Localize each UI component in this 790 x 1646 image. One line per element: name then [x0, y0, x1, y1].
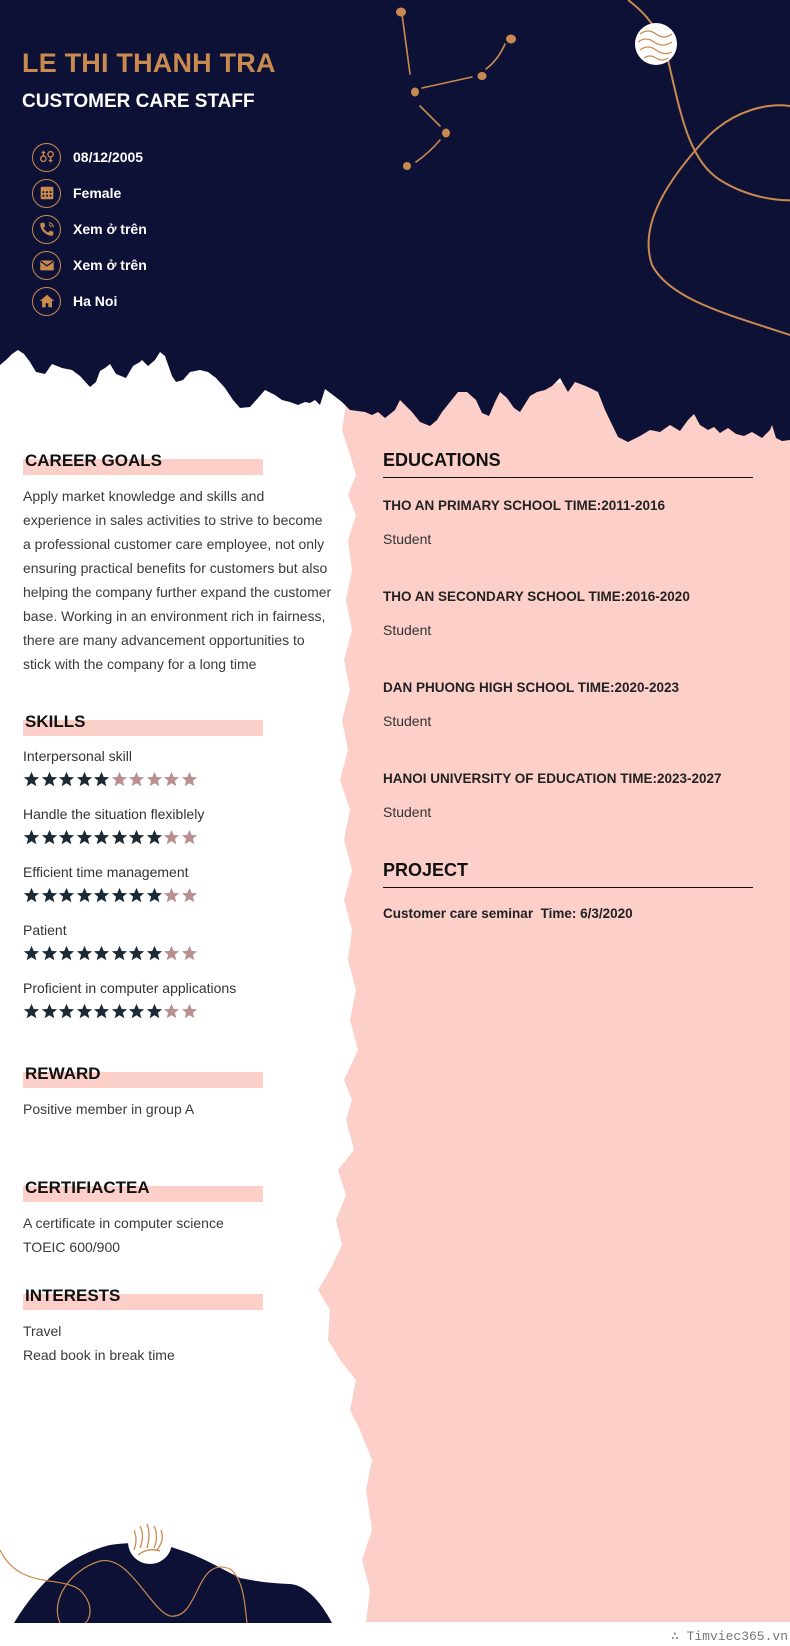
education-title: HANOI UNIVERSITY OF EDUCATION TIME:2023-2027 — [383, 771, 722, 786]
star-filled-icon — [111, 829, 128, 846]
star-filled-icon — [76, 771, 93, 788]
list-item: Read book in break time — [23, 1347, 175, 1363]
birthdate-value: 08/12/2005 — [73, 149, 144, 165]
list-item: A certificate in computer science — [23, 1215, 224, 1231]
star-filled-icon — [23, 829, 40, 846]
education-item — [383, 587, 753, 640]
watermark: ∴ Timviec365.vn — [670, 1629, 788, 1644]
star-filled-icon — [58, 829, 75, 846]
list-item: Positive member in group A — [23, 1101, 195, 1117]
contact-address — [32, 283, 147, 319]
star-filled-icon — [93, 829, 110, 846]
skills-list — [23, 745, 333, 1023]
gender-icon — [32, 143, 61, 172]
star-empty-icon — [181, 887, 198, 904]
star-empty-icon — [163, 945, 180, 962]
skill-rating — [23, 941, 333, 965]
left-column — [23, 450, 333, 1367]
skill-rating — [23, 825, 333, 849]
section-title: INTERESTS — [25, 1286, 121, 1305]
education-role: Student — [383, 531, 432, 547]
star-filled-icon — [111, 1003, 128, 1020]
section-title: REWARD — [25, 1064, 101, 1083]
list-item: Travel — [23, 1323, 62, 1339]
star-filled-icon — [128, 887, 145, 904]
star-filled-icon — [128, 945, 145, 962]
address-value: Ha Noi — [73, 293, 118, 309]
section-title: SKILLS — [25, 712, 86, 731]
skill-item — [23, 803, 333, 849]
star-filled-icon — [41, 887, 58, 904]
header — [0, 0, 790, 340]
star-empty-icon — [111, 771, 128, 788]
star-filled-icon — [41, 945, 58, 962]
contact-gender — [32, 175, 147, 211]
planet-bottom-decoration — [128, 1520, 172, 1564]
skill-name: Patient — [23, 922, 67, 938]
right-column — [383, 450, 753, 921]
star-filled-icon — [58, 1003, 75, 1020]
skills-section — [23, 711, 333, 1023]
star-filled-icon — [23, 887, 40, 904]
star-filled-icon — [93, 945, 110, 962]
star-filled-icon — [76, 945, 93, 962]
star-filled-icon — [111, 887, 128, 904]
star-filled-icon — [23, 945, 40, 962]
star-filled-icon — [23, 1003, 40, 1020]
contact-phone — [32, 211, 147, 247]
section-title: CAREER GOALS — [25, 451, 162, 470]
contact-list — [32, 139, 147, 319]
phone-value: Xem ở trên — [73, 221, 147, 237]
contact-birthdate — [32, 139, 147, 175]
calendar-icon — [32, 179, 61, 208]
skill-name: Proficient in computer applications — [23, 980, 237, 996]
star-filled-icon — [58, 945, 75, 962]
star-filled-icon — [93, 1003, 110, 1020]
certificates-section — [23, 1177, 333, 1259]
star-filled-icon — [128, 1003, 145, 1020]
star-filled-icon — [41, 829, 58, 846]
education-role: Student — [383, 622, 432, 638]
education-title: THO AN SECONDARY SCHOOL TIME:2016-2020 — [383, 589, 690, 604]
skill-item — [23, 861, 333, 907]
contact-email — [32, 247, 147, 283]
skill-name: Handle the situation flexiblely — [23, 806, 205, 822]
education-item — [383, 678, 753, 731]
candidate-name: LE THI THANH TRA — [22, 48, 276, 78]
star-filled-icon — [93, 887, 110, 904]
career-goals-text: Apply market knowledge and skills and experience in sales activities to strive to become a professional customer care employee, not only ensuring practical benefits for customers but also helping the company further expand the customer base. Working in an environment rich in fairness, there are many advancement opportunities to stick with the company for a long time — [23, 488, 332, 672]
star-filled-icon — [23, 771, 40, 788]
education-role: Student — [383, 804, 432, 820]
star-filled-icon — [93, 771, 110, 788]
education-title: THO AN PRIMARY SCHOOL TIME:2011-2016 — [383, 498, 666, 513]
star-filled-icon — [146, 887, 163, 904]
interests-section — [23, 1285, 333, 1367]
star-filled-icon — [146, 1003, 163, 1020]
email-value: Xem ở trên — [73, 257, 147, 273]
section-title: EDUCATIONS — [383, 450, 753, 478]
star-empty-icon — [163, 771, 180, 788]
list-item: TOEIC 600/900 — [23, 1239, 121, 1255]
star-filled-icon — [58, 887, 75, 904]
star-empty-icon — [181, 945, 198, 962]
star-empty-icon — [181, 771, 198, 788]
star-filled-icon — [146, 829, 163, 846]
star-empty-icon — [163, 1003, 180, 1020]
skill-item — [23, 919, 333, 965]
star-empty-icon — [181, 1003, 198, 1020]
star-empty-icon — [128, 771, 145, 788]
education-role: Student — [383, 713, 432, 729]
star-filled-icon — [76, 829, 93, 846]
home-icon — [32, 287, 61, 316]
star-filled-icon — [58, 771, 75, 788]
star-empty-icon — [163, 829, 180, 846]
project-section — [383, 860, 753, 921]
star-filled-icon — [146, 945, 163, 962]
star-filled-icon — [41, 771, 58, 788]
section-title: PROJECT — [383, 860, 753, 888]
star-filled-icon — [41, 1003, 58, 1020]
phone-icon — [32, 215, 61, 244]
skill-rating — [23, 883, 333, 907]
education-title: DAN PHUONG HIGH SCHOOL TIME:2020-2023 — [383, 680, 680, 695]
education-item — [383, 769, 753, 822]
star-filled-icon — [111, 945, 128, 962]
skill-rating — [23, 767, 333, 791]
career-goals-section — [23, 450, 333, 676]
section-title: CERTIFIACTEA — [25, 1178, 150, 1197]
skill-name: Efficient time management — [23, 864, 189, 880]
education-item — [383, 496, 753, 549]
job-title: CUSTOMER CARE STAFF — [22, 91, 255, 112]
star-empty-icon — [181, 829, 198, 846]
mail-icon — [32, 251, 61, 280]
gender-value: Female — [73, 185, 122, 201]
skill-rating — [23, 999, 333, 1023]
skill-item — [23, 977, 333, 1023]
skill-name: Interpersonal skill — [23, 748, 132, 764]
skill-item — [23, 745, 333, 791]
star-filled-icon — [76, 1003, 93, 1020]
reward-section — [23, 1063, 333, 1121]
project-item: Customer care seminar Time: 6/3/2020 — [383, 906, 633, 921]
star-filled-icon — [128, 829, 145, 846]
educations-section — [383, 450, 753, 822]
star-filled-icon — [76, 887, 93, 904]
star-empty-icon — [146, 771, 163, 788]
star-empty-icon — [163, 887, 180, 904]
